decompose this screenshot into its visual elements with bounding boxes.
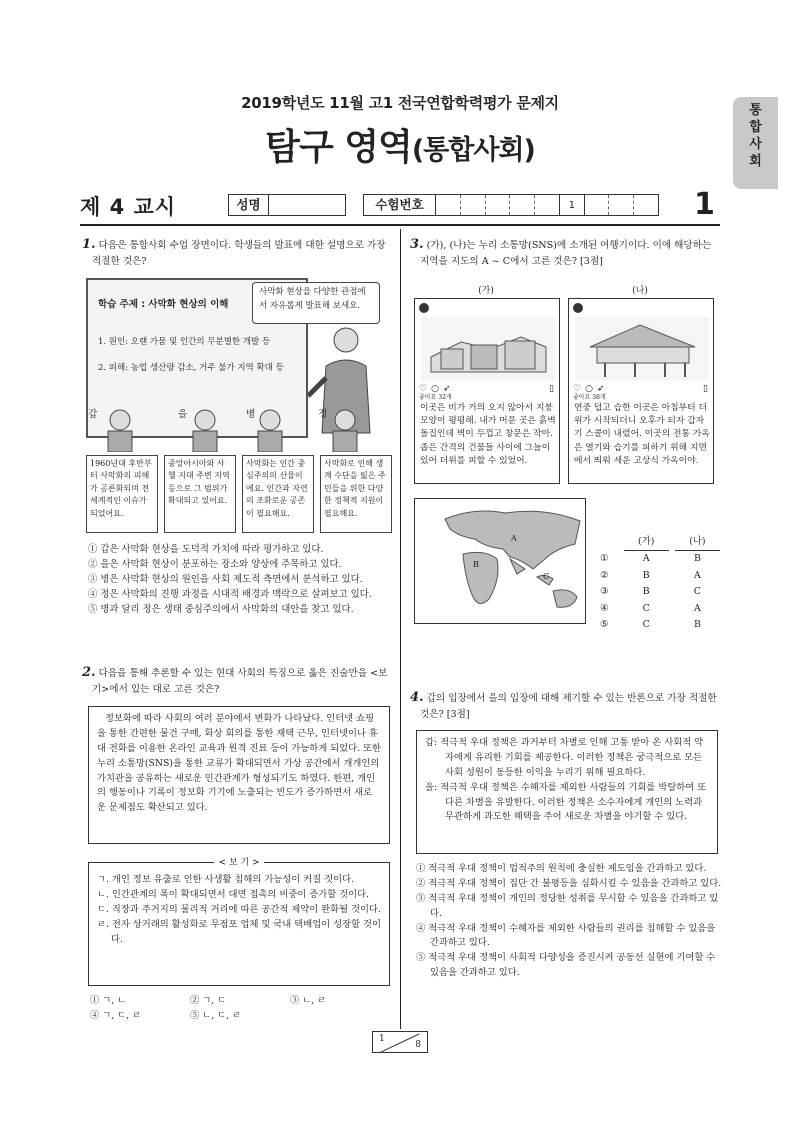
option-marker: ① [600,553,609,565]
subject-side-tab [733,97,778,189]
q4-options [416,862,722,981]
table-cell: C [642,602,650,614]
bogi-item: ㄹ. 전자 상거래의 활성화로 무점포 업체 및 국내 택배업이 성장할 것이다. [97,918,381,945]
title-sub: (통합사회) [411,135,535,166]
comment-icon[interactable]: ○ [431,384,439,394]
period-label: 제 4 교시 [80,195,177,219]
name-field[interactable] [228,194,346,216]
option-1[interactable]: ① ㄱ, ㄴ [90,995,127,1006]
option-5[interactable]: ⑤ 병과 달리 정은 생태 중심주의에서 사막화의 대안을 찾고 있다. [88,604,354,616]
q2-options [90,994,390,1024]
teacher-speech-bubble: 사막화 현상을 다양한 관점에서 자유롭게 발표해 보세요. [252,282,380,324]
question-text: 갑의 입장에서 을의 입장에 대해 제기할 수 있는 반론으로 가장 적절한 것은? [3점] [420,693,717,720]
passage-box: 정보화에 따라 사회의 여러 분야에서 변화가 나타났다. 인터넷 쇼핑을 통한 간편한 물건 구매, 화상 회의를 통한 재택 근무, 인터넷이나 휴대 전화를 이용한 온라인 교육과 원격 진료 등이 가능하게 되었다. 또한 누리 소통망(SNS)을 통한 교류가 확대되면서 가상 공간에서 개개인의 가치관을 공유하는 새로운 인간관계가 형성되기도 하였다. 한편, 개인의 행동이나 기록이 정보화 기기에 노출되는 빈도가 증가하면서 새로운 문제점도 확산되고 있다. [88,706,390,844]
student-label: 병 [246,409,256,420]
table-row[interactable] [600,601,720,617]
title-main: 탐구 영역 [265,127,412,168]
user-icon [419,303,429,313]
table-cell: C [642,619,650,631]
page-title [0,128,800,168]
question-number: 3. [410,237,424,252]
option-3[interactable]: ③ 병은 사막화 현상의 원인을 사회 제도적 측면에서 분석하고 있다. [88,574,363,586]
post-text: 이곳은 비가 거의 오지 않아서 지붕 모양이 평평해. 내가 머문 곳은 흙벽돌집인데 벽이 두껍고 창문은 작아. 좁은 간격의 건물들 사이에 그늘이 있어 더위를 피할 수 있었어. [420,403,556,466]
argument-box [416,730,718,854]
question-4 [410,688,722,722]
bogi-label: < 보 기 > [214,858,263,868]
comment-icon[interactable]: ○ [585,384,593,394]
question-3 [410,235,722,269]
question-number: 1. [82,237,96,252]
option-4[interactable]: ④ ㄱ, ㄷ, ㄹ [90,1009,142,1021]
students-row [86,406,392,452]
digit-cell[interactable] [486,195,511,215]
option-1[interactable]: ① 갑은 사막화 현상을 도덕적 가치에 따라 평가하고 있다. [88,544,324,555]
digit-cell[interactable] [609,195,634,215]
board-line: 1. 원인: 오랜 가뭄 및 인간의 무분별한 개발 등 [98,337,271,347]
q1-options [88,542,400,617]
board-title: 학습 주제 : 사막화 현상의 이해 [98,299,229,310]
table-row[interactable] [600,617,720,633]
user-icon [573,303,583,313]
digit-cell[interactable] [510,195,535,215]
name-label: 성명 [229,195,269,215]
share-icon[interactable]: ➶ [442,384,451,394]
table-row[interactable] [600,584,720,600]
likes-count: 좋아요 32개 [419,394,452,401]
table-cell: C [693,586,701,598]
classroom-figure [86,278,392,536]
page-number: 1 [694,187,715,222]
sns-post-a [414,298,560,484]
exam-number-field[interactable] [363,194,659,216]
map-shapes [415,499,585,623]
bookmark-icon[interactable]: ▯ [549,384,554,394]
mudbrick-house-image [421,317,555,381]
side-tab-char: 회 [749,153,762,169]
option-marker: ⑤ [600,619,609,631]
bogi-item: ㄱ. 개인 정보 유출로 인한 사생활 침해의 가능성이 커질 것이다. [97,874,355,885]
gap-statement: 갑: 적극적 우대 정책은 과거부터 차별로 인해 고통 받아 온 사회적 약자에게 유리한 기회를 제공한다. 이러한 정책은 궁극적으로 모든 사회 성원이 동등한 이익을 누리기 위해 필요하다. [425,737,704,778]
question-text: (가), (나)는 누리 소통망(SNS)에 소개된 여행기이다. 이에 해당하는 지역을 지도의 A ~ C에서 고른 것은? [3점] [420,240,712,267]
option-3[interactable]: ③ 적극적 우대 정책이 개인의 정당한 성취를 무시할 수 있음을 간과하고 있다. [416,892,719,919]
eul-statement: 을: 적극적 우대 정책은 수혜자를 제외한 사람들의 기회를 박탈하여 또 다른 차별을 유발한다. 이러한 정책은 소수자에게 개인의 노력과 무관하게 과도한 혜택을 주어 새로운 차별을 야기할 수 있다. [425,781,707,823]
option-marker: ② [600,569,609,581]
question-1 [82,235,394,269]
digit-cell[interactable] [436,195,461,215]
digit-cell-fixed: 1 [560,195,585,215]
table-header: (가) [624,534,669,551]
side-tab-char: 합 [749,119,762,135]
question-number: 2. [82,665,96,680]
digit-cell[interactable] [535,195,560,215]
side-tab-char: 사 [749,136,762,152]
exam-header: 2019학년도 11월 고1 전국연합학력평가 문제지 [241,94,559,112]
option-2[interactable]: ② 을은 사막화 현상이 분포하는 장소와 양상에 주목하고 있다. [88,559,342,571]
table-cell: B [642,586,650,598]
table-header: (나) [675,534,720,551]
statement-box: 중앙아시아와 사헬 지대 주변 지역 등으로 그 범위가 확대되고 있어요. [164,455,236,533]
header-divider [80,224,720,226]
digit-cell[interactable] [461,195,486,215]
side-tab-char: 통 [749,103,762,118]
share-icon[interactable]: ➶ [596,384,605,394]
statement-box: 1960년대 후반부터 사막화의 피해가 공론화되며 전 세계적인 이슈가 되었어요. [86,455,158,533]
option-5[interactable]: ⑤ ㄴ, ㄷ, ㄹ [190,1009,242,1021]
bogi-item: ㄷ. 직장과 주거지의 물리적 거리에 따른 공간적 제약이 완화될 것이다. [97,903,381,915]
table-cell: B [693,553,701,565]
table-cell: A [694,602,701,614]
table-row[interactable] [600,551,720,567]
table-cell: B [642,569,650,581]
map-label-b: B [473,560,479,569]
post-text: 연중 덥고 습한 이곳은 아침부터 더위가 시작되더니 오후가 되자 갑자기 스콜이 내렸어. 이곳의 전통 가옥은 열기와 습기를 피하기 위해 지면에서 띄워 세운 고상식 가옥이야. [574,403,710,466]
option-4[interactable]: ④ 정은 사막화의 진행 과정을 시대적 배경과 맥락으로 살펴보고 있다. [88,589,372,601]
digit-cell[interactable] [634,195,658,215]
question-number: 4. [410,690,424,705]
table-cell: A [694,569,701,581]
statement-box: 사막화로 인해 생계 수단을 잃은 주민들을 위한 다양한 정책적 지원이 필요해요. [320,455,392,533]
table-cell: B [693,619,701,631]
option-marker: ③ [600,586,609,598]
table-cell: A [642,553,650,565]
option-2[interactable]: ② ㄱ, ㄷ [190,995,227,1006]
option-2[interactable]: ② 적극적 우대 정책이 집단 간 불평등을 심화시킬 수 있음을 간과하고 있다. [416,877,722,889]
bookmark-icon[interactable]: ▯ [703,384,708,394]
stilt-house-image [575,317,709,381]
q3-answer-table [600,534,720,634]
question-2 [82,663,394,697]
table-row[interactable] [600,568,720,584]
sns-post-b [568,298,714,484]
map-label-c: C [543,572,550,581]
footer-total: 8 [415,1039,421,1050]
digit-cell[interactable] [585,195,610,215]
student-label: 정 [318,409,328,420]
option-3[interactable]: ③ ㄴ, ㄹ [290,995,327,1006]
heart-icon[interactable]: ♡ [573,384,582,394]
board-line: 2. 피해: 농업 생산량 감소, 거주 불가 지역 확대 등 [98,363,284,373]
bogi-item: ㄴ. 인간관계의 폭이 확대되면서 대면 접촉의 비중이 증가할 것이다. [97,888,370,900]
option-5[interactable]: ⑤ 적극적 우대 정책이 사회적 다양성을 증진시켜 공동선 실현에 기여할 수 있음을 간과하고 있다. [416,952,716,979]
student-label: 갑 [88,409,98,420]
question-text: 다음은 통합사회 수업 장면이다. 학생들의 발표에 대한 설명으로 가장 적절한 것은? [92,240,386,267]
heart-icon[interactable]: ♡ [419,384,428,394]
bogi-box [88,858,390,986]
question-text: 다음을 통해 추론할 수 있는 현대 사회의 특징으로 옳은 진술만을 <보기>에서 있는 대로 고른 것은? [92,668,388,695]
map-label-a: A [511,534,517,543]
student-label: 을 [178,409,188,420]
option-marker: ④ [600,602,609,614]
column-divider [400,229,401,1029]
statement-box: 사막화는 인간 중심주의의 산물이에요. 인간과 자연의 조화로운 공존이 필요해요. [242,455,314,533]
option-4[interactable]: ④ 적극적 우대 정책이 수혜자를 제외한 사람들의 권리를 침해할 수 있음을 간과하고 있다. [416,922,716,949]
post-b-label: (나) [632,286,648,296]
footer-page: 1 [379,1034,385,1044]
page-footer [372,1031,428,1053]
world-map [414,498,586,624]
student-figures [100,406,380,452]
option-1[interactable]: ① 적극적 우대 정책이 업적주의 원칙에 충실한 제도임을 간과하고 있다. [416,863,707,874]
post-a-label: (가) [478,286,494,296]
exam-number-label: 수험번호 [364,195,436,215]
likes-count: 좋아요 38개 [573,394,606,401]
